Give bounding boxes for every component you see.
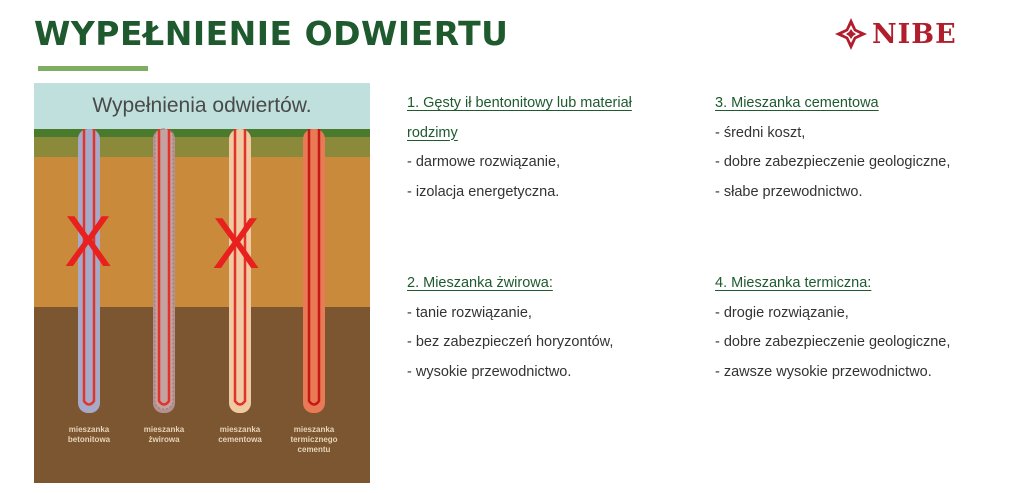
pipe-label-line: mieszanka [219,425,261,434]
pipe-label-line: mieszanka [143,425,185,434]
logo-text: NIBE [872,18,957,50]
pipe-label-line: mieszanka [293,425,335,434]
section-heading: 3. Mieszanka cementowa [715,95,879,111]
section-item: - tanie rozwiązanie, [407,304,532,321]
section-thermal [715,269,950,387]
section-item: - słabe przewodnictwo. [715,183,863,200]
pipe-label-line: cementu [297,445,331,454]
section-heading: 4. Mieszanka termiczna: [715,275,872,291]
figure-title: Wypełnienia odwiertów. [92,94,312,117]
borehole-illustration [34,83,370,483]
pipe-label-line: żwirowa [148,435,180,444]
section-item: - drogie rozwiązanie, [715,304,849,321]
cross-mark: X [63,202,113,282]
section-item: - średni koszt, [715,124,806,141]
section-item: - wysokie przewodnictwo. [407,363,572,380]
section-item: - bez zabezpieczeń horyzontów, [407,334,614,350]
pipe-label-line: cementowa [218,435,262,444]
slide-title: WYPEŁNIENIE ODWIERTU [34,14,509,53]
nibe-logo [834,17,957,51]
section-gravel [407,269,613,387]
section-item: - dobre zabezpieczenie geologiczne, [715,334,951,350]
section-heading: rodzimy [407,124,458,141]
section-heading: 2. Mieszanka żwirowa: [407,275,553,291]
pipe-label-line: betonitowa [67,435,111,444]
section-item: - darmowe rozwiązanie, [407,154,561,170]
title-underline [38,66,148,71]
section-bentonite [407,89,632,207]
nibe-diamond-icon [834,17,868,51]
section-item: - dobre zabezpieczenie geologiczne, [715,154,951,170]
section-heading: 1. Gęsty ił bentonitowy lub materiał [407,95,632,111]
pipe-label-line: termicznego [290,435,338,444]
section-item: - izolacja energetyczna. [407,183,560,200]
section-item: - zawsze wysokie przewodnictwo. [715,363,932,380]
cross-mark: X [211,204,261,284]
section-cement [715,89,950,207]
pipe-label-line: mieszanka [68,425,110,434]
